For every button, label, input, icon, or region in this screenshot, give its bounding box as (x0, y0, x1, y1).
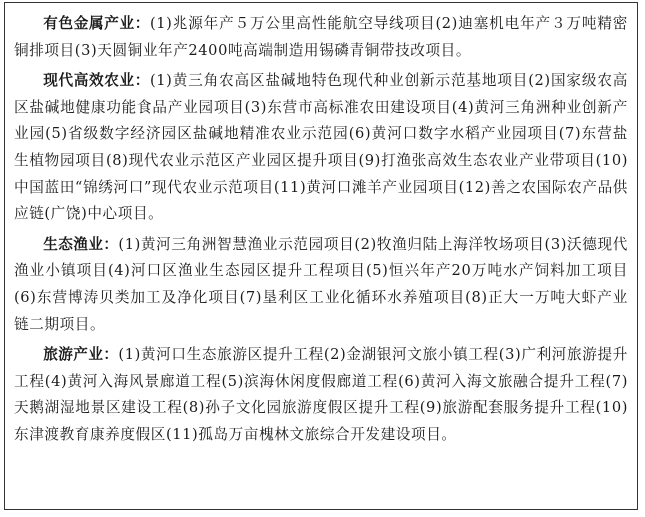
section-body: (1)黄三角农高区盐碱地特色现代种业创新示范基地项目(2)国家级农高区盐碱地健康功能食品产业园项目(3)东营市高标准农田建设项目(4)黄河三角洲种业创新产业园(5)省级数字经济园区盐碱地精准农业示范园(6)黄河口数字水稻产业园项目(7)东营盐生植物园项目(8)现代农业示范区产业园区提升项目(9)打渔张高效生态农业产业带项目(10)中国蓝田“锦绣河口”现代农业示范项目(11)黄河口滩羊产业园项目(12)善之农国际农产品供应链(广饶)中心项目。 (14, 72, 628, 223)
section-body: (1)黄河口生态旅游区提升工程(2)金湖银河文旅小镇工程(3)广利河旅游提升工程(4)黄河入海风景廊道工程(5)滨海休闲度假廊道工程(6)黄河入海文旅融合提升工程(7)天鹅湖湿地景区建设工程(8)孙子文化园旅游度假区提升工程(9)旅游配套服务提升工程(10)东津渡教育康养度假区(11)孤岛万亩槐林文旅综合开发建设项目。 (14, 346, 628, 443)
section-body: (1)黄河三角洲智慧渔业示范园项目(2)牧渔归陆上海洋牧场项目(3)沃德现代渔业小镇项目(4)河口区渔业生态园区提升工程项目(5)恒兴年产20万吨水产饲料加工项目(6)东营博涛贝类加工及净化项目(7)垦利区工业化循环水养殖项目(8)正大一万吨大虾产业链二期项目。 (14, 235, 628, 333)
section-body: (1)兆源年产５万公里高性能航空导线项目(2)迪塞机电年产３万吨精密铜排项目(3)天圆铜业年产2400吨高端制造用锡磷青铜带技改项目。 (14, 15, 628, 59)
section-nonferrous-metals (14, 11, 628, 64)
section-modern-agriculture (14, 68, 628, 228)
section-heading: 生态渔业： (43, 235, 119, 253)
section-heading: 有色金属产业： (43, 15, 150, 32)
section-heading: 现代高效农业： (43, 72, 150, 90)
document-frame (4, 2, 638, 510)
section-heading: 旅游产业： (43, 346, 119, 364)
section-ecological-fishery (14, 232, 628, 338)
section-tourism (14, 342, 628, 448)
